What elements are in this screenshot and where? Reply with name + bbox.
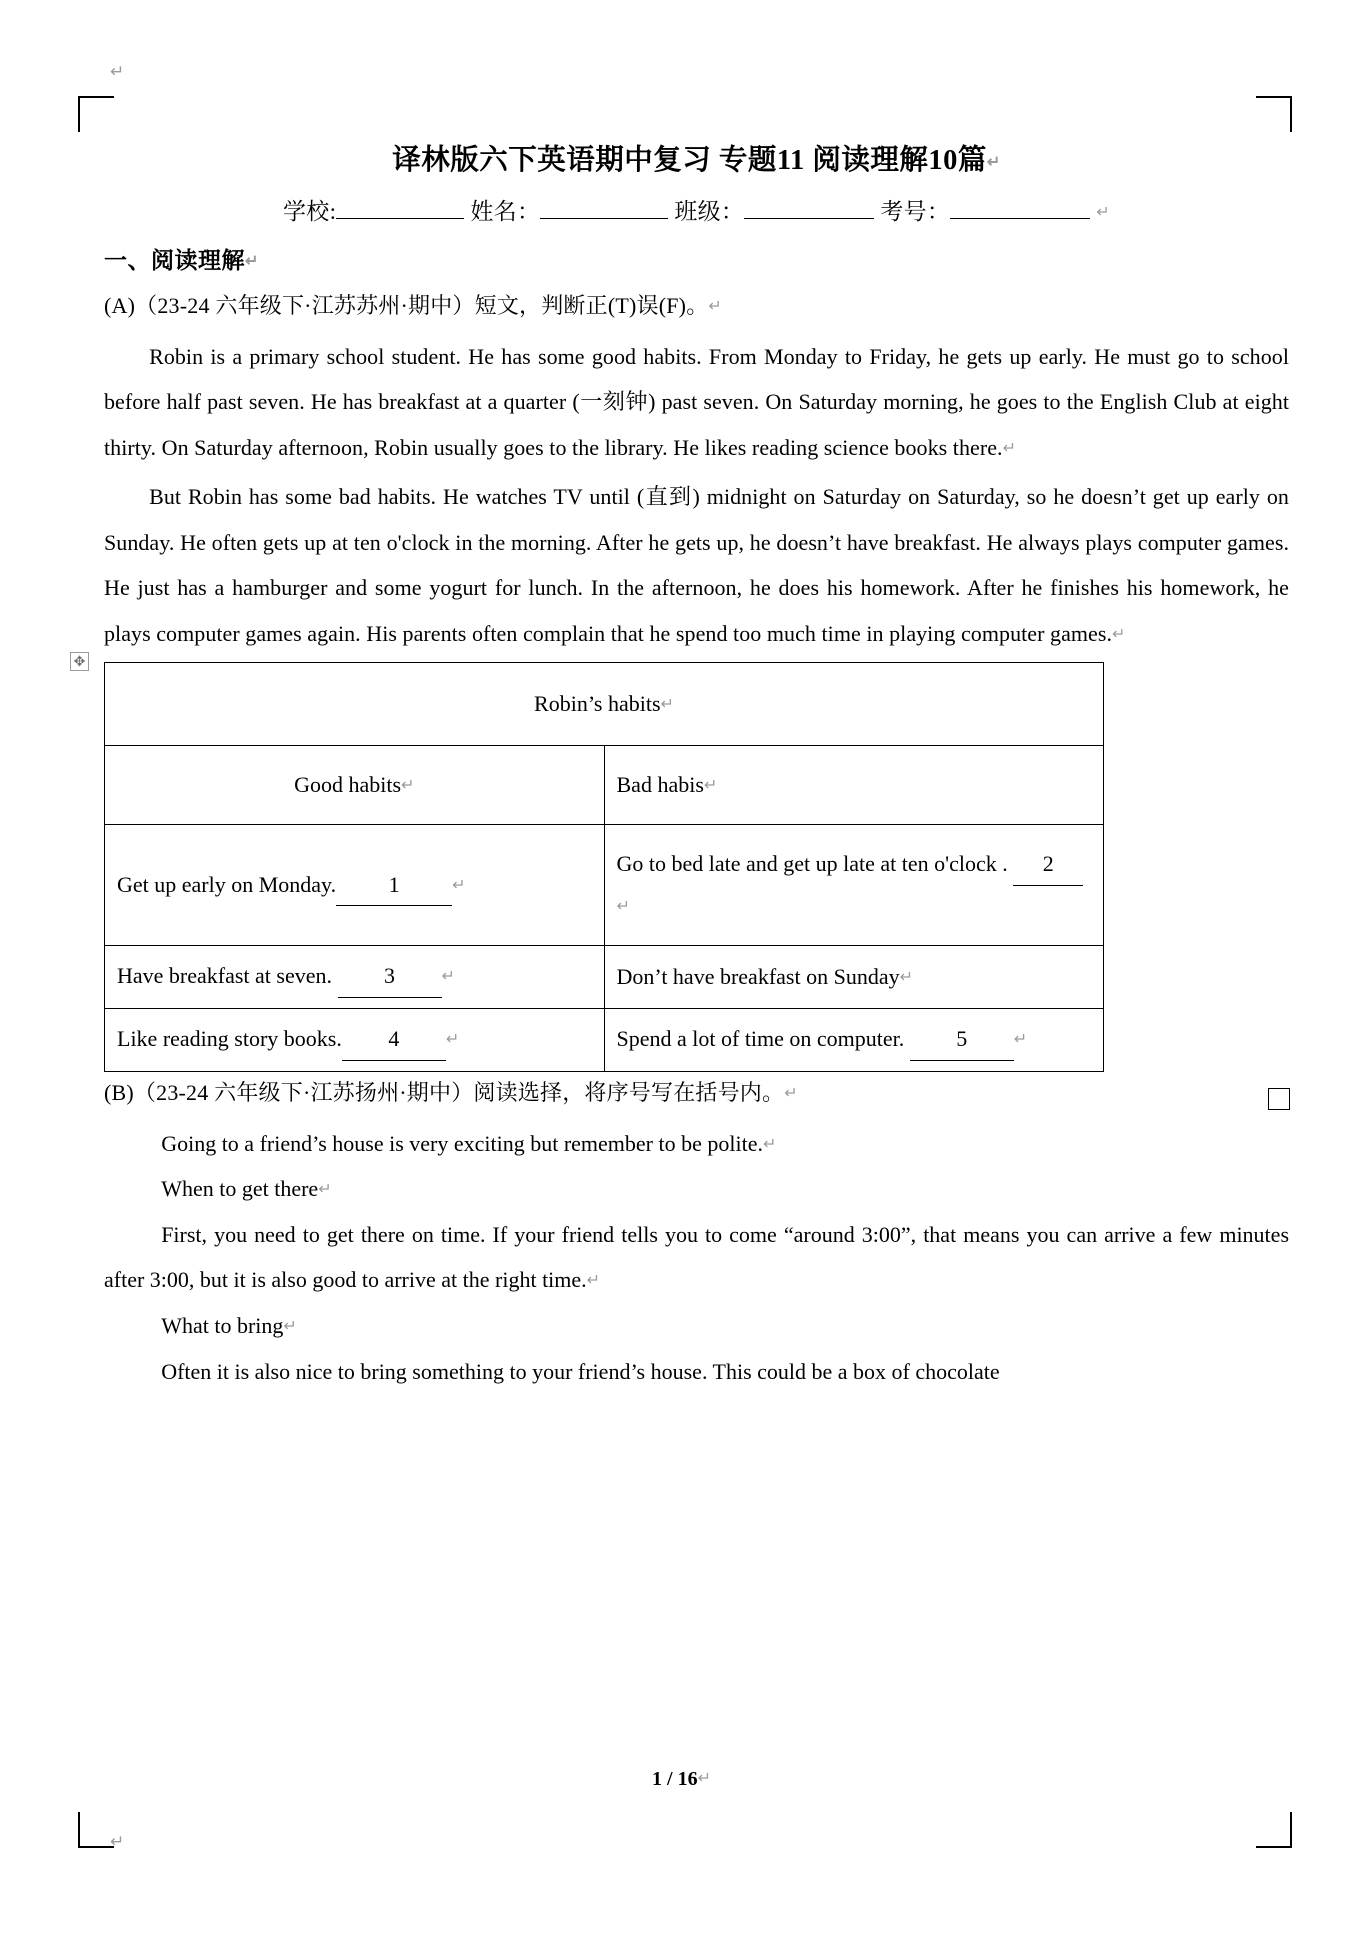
pilcrow-sb2: ↵	[283, 1317, 297, 1335]
habit-good-1-text: Get up early on Monday.	[117, 871, 337, 897]
habit-cell-bad-1	[604, 825, 1104, 946]
pilcrow-part-b-prompt: ↵	[784, 1084, 798, 1102]
habit-bad-1-blank[interactable]: 2	[1013, 844, 1083, 886]
pilcrow-bad: ↵	[703, 777, 718, 795]
pilcrow-pa1: ↵	[1002, 439, 1017, 457]
habit-cell-bad-2	[604, 946, 1104, 1009]
part-a-paragraph-1	[104, 334, 1289, 471]
part-b-subhead-1	[104, 1166, 1289, 1212]
part-a-paragraph-2-text: But Robin has some bad habits. He watches TV until (直到) midnight on Saturday on Saturday, so he doesn’t get up early on Sunday. He often gets up at ten o'clock in the morning. After he gets up, he doesn’t have breakfast. He always plays computer games. He just has a hamburger and some yogurt for lunch. In the afternoon, he does his homework. After he finishes his homework, he plays computer games again. His parents often complain that he spend too much time in playing computer games.	[104, 484, 1289, 646]
habit-cell-good-1	[105, 825, 605, 946]
name-blank[interactable]	[540, 218, 668, 219]
page-title-text: 译林版六下英语期中复习 专题11 阅读理解10篇	[392, 145, 987, 176]
habits-table-title-cell	[105, 663, 1104, 746]
table-row	[105, 746, 1104, 825]
table-row	[105, 1009, 1104, 1072]
part-b-subhead-1-text: When to get there	[161, 1176, 319, 1202]
pilcrow-tbl-title: ↵	[660, 696, 674, 714]
pilcrow-pb1: ↵	[763, 1135, 777, 1153]
part-b-paragraph-3	[104, 1349, 1289, 1395]
class-blank[interactable]	[744, 218, 874, 219]
school-label: 学校:	[283, 198, 337, 224]
exam-no-blank[interactable]	[950, 218, 1090, 219]
habit-cell-good-2	[105, 946, 605, 1009]
habit-good-1-blank[interactable]: 1	[336, 865, 452, 907]
pilcrow-good: ↵	[401, 777, 415, 795]
table-move-handle-icon[interactable]: ✥	[70, 652, 89, 671]
crop-mark-top-right	[1256, 96, 1292, 132]
pilcrow-g1: ↵	[452, 876, 466, 894]
page-footer	[0, 1768, 1363, 1791]
pilcrow-title: ↵	[986, 154, 1001, 171]
pilcrow-b3: ↵	[1013, 1031, 1028, 1049]
pilcrow-b2: ↵	[899, 968, 913, 986]
crop-mark-bottom-left	[78, 1812, 114, 1848]
page-title	[104, 140, 1289, 183]
column-header-good-habits	[105, 746, 605, 825]
column-header-bad-habits	[604, 746, 1104, 825]
habit-good-3-blank[interactable]: 4	[342, 1019, 446, 1061]
page-content	[73, 140, 1289, 1394]
page-number: 1 / 16	[652, 1768, 698, 1790]
part-b-paragraph-2	[104, 1212, 1289, 1303]
pilcrow-g2: ↵	[441, 968, 455, 986]
part-b-paragraph-1-text: Going to a friend’s house is very exciting but remember to be polite.	[161, 1130, 763, 1156]
part-a-paragraph-1-text: Robin is a primary school student. He has some good habits. From Monday to Friday, he gets up early. He must go to school before half past seven. He has breakfast at a quarter (一刻钟) past seven. On Saturday morning, he goes to the English Club at eight thirty. On Saturday afternoon, Robin usually goes to the library. He likes reading science books there.	[104, 343, 1289, 460]
section-heading-text: 一、阅读理解	[104, 247, 245, 273]
pilcrow-footer: ↵	[697, 1770, 711, 1787]
column-header-good-habits-text: Good habits	[294, 772, 402, 798]
habit-bad-3-blank[interactable]: 5	[910, 1019, 1014, 1061]
part-b-prompt-text: (B)（23-24 六年级下·江苏扬州·期中）阅读选择，将序号写在括号内。	[104, 1079, 785, 1105]
end-of-table-marker	[1268, 1088, 1290, 1110]
part-b-prompt	[104, 1076, 1289, 1107]
part-b-subhead-2	[104, 1303, 1289, 1349]
table-row	[105, 825, 1104, 946]
pilcrow-pa2: ↵	[1112, 625, 1126, 643]
habits-table-title: Robin’s habits	[534, 691, 661, 717]
habit-bad-2-text: Don’t have breakfast on Sunday	[616, 963, 900, 989]
exam-no-label: 考号：	[880, 198, 951, 224]
part-b-paragraph-3-text: Often it is also nice to bring something to your friend’s house. This could be a box of chocolate	[161, 1358, 1000, 1384]
habit-good-2-blank[interactable]: 3	[338, 956, 442, 998]
habit-bad-1-text: Go to bed late and get up late at ten o'clock .	[616, 851, 1008, 877]
class-label: 班级：	[674, 198, 745, 224]
part-b-paragraph-1	[104, 1121, 1289, 1167]
habit-bad-3-text: Spend a lot of time on computer.	[616, 1026, 905, 1052]
habits-table	[104, 662, 1104, 1071]
school-blank[interactable]	[336, 218, 464, 219]
pilcrow-pb2: ↵	[586, 1272, 601, 1290]
part-a-prompt	[104, 289, 1289, 320]
pilcrow-sb1: ↵	[318, 1181, 332, 1199]
section-heading	[104, 242, 1289, 275]
habit-cell-good-3	[105, 1009, 605, 1072]
column-header-bad-habits-text: Bad habis	[616, 772, 704, 798]
table-row	[105, 663, 1104, 746]
part-b-paragraph-2-text: First, you need to get there on time. If your friend tells you to come “around 3:00”, that means you can arrive a few minutes after 3:00, but it is also good to arrive at the right time.	[104, 1221, 1289, 1293]
paragraph-mark-top: ↵	[110, 62, 125, 81]
pilcrow-section: ↵	[245, 252, 259, 270]
name-label: 姓名：	[470, 198, 541, 224]
part-a-paragraph-2	[104, 474, 1289, 656]
crop-mark-top-left	[78, 96, 114, 132]
crop-mark-bottom-right	[1256, 1812, 1292, 1848]
habit-good-3-text: Like reading story books.	[117, 1026, 342, 1052]
habit-good-2-text: Have breakfast at seven.	[117, 963, 333, 989]
part-b-subhead-2-text: What to bring	[161, 1312, 284, 1338]
pilcrow-info: ↵	[1096, 203, 1110, 221]
table-row	[105, 946, 1104, 1009]
part-a-prompt-text: (A)（23-24 六年级下·江苏苏州·期中）短文，判断正(T)误(F)。	[104, 292, 709, 318]
pilcrow-part-a-prompt: ↵	[708, 297, 723, 315]
pilcrow-g3: ↵	[445, 1031, 460, 1049]
student-info-line	[104, 193, 1289, 226]
pilcrow-b1: ↵	[616, 897, 630, 915]
habit-cell-bad-3	[604, 1009, 1104, 1072]
habits-table-wrap	[73, 653, 1289, 1071]
paragraph-mark-bottom: ↵	[110, 1832, 125, 1851]
